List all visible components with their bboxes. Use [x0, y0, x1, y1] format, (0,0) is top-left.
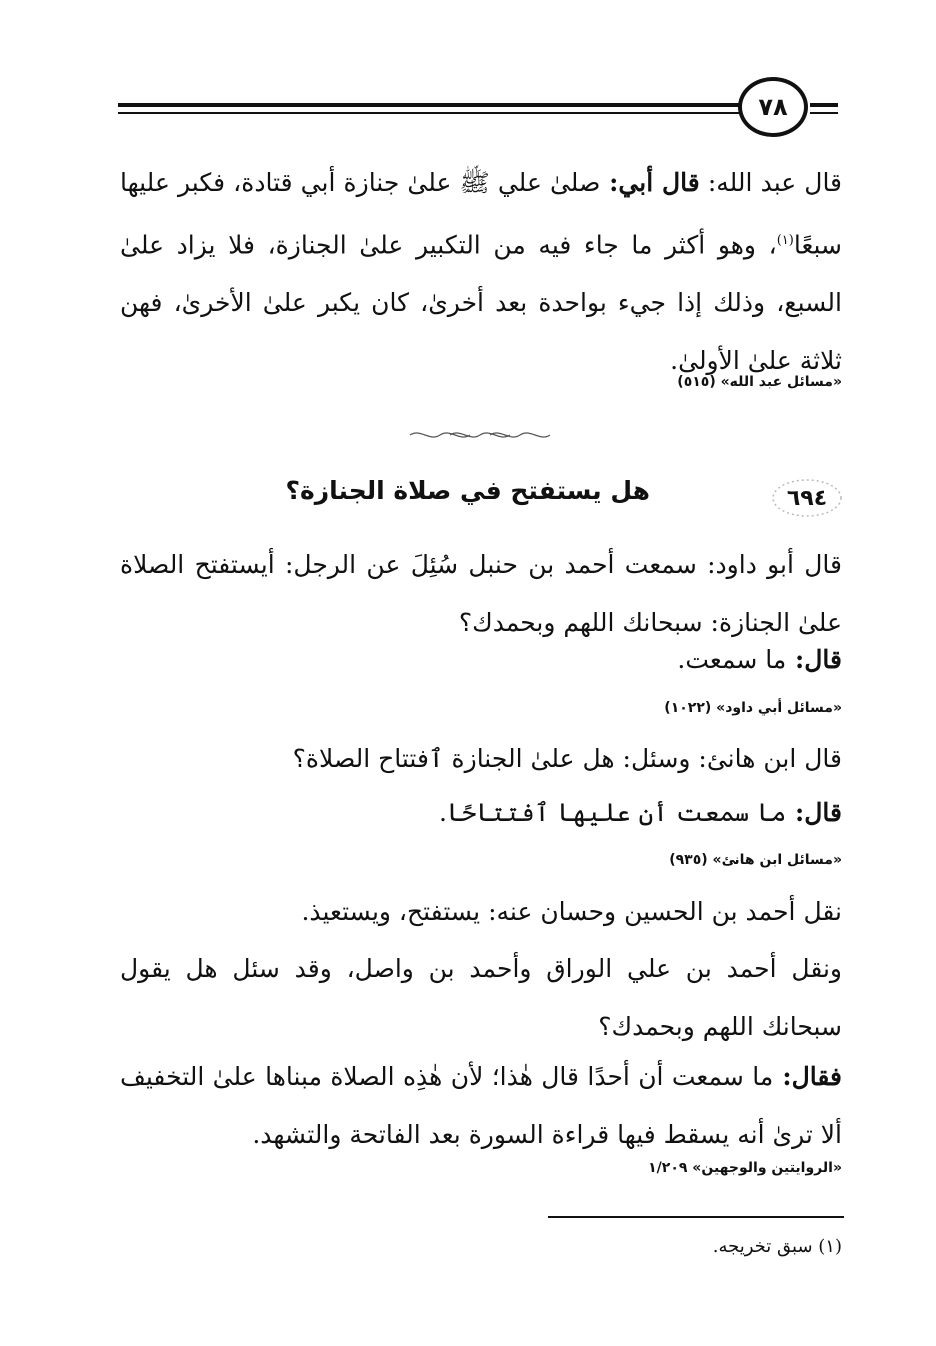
paragraph-2: قال أبو داود: سمعت أحمد بن حنبل سُئِلَ عن الرجل: أيستفتح الصلاة علىٰ الجنازة: سبحانك اللهم وبحمدك؟: [120, 550, 842, 637]
answer-label: قال:: [786, 798, 842, 827]
footnote-number: (١): [818, 1236, 842, 1257]
header-rule-right-thin: [810, 112, 838, 114]
speaker-label: قال عبد الله:: [699, 168, 843, 197]
answer-text: ما سمعت.: [677, 645, 787, 674]
issue-number: ٦٩٤: [786, 485, 828, 511]
ornament-divider: [405, 428, 555, 442]
answer-line: [677, 640, 842, 680]
paragraph-5: [120, 1048, 842, 1164]
speaker-label-bold: قال أبي:: [600, 168, 700, 197]
narration-line: نقل أحمد بن الحسين وحسان عنه: يستفتح، ويستعيذ.: [301, 897, 842, 926]
paragraph-text: ، وهو أكثر ما جاء فيه من التكبير علىٰ الجنازة، فلا يزاد علىٰ السبع، وذلك إذا جيء بواحدة بعد أخرىٰ، كان يكبر علىٰ الأخرىٰ، فهن ثلاثة علىٰ الأولىٰ.: [120, 230, 842, 376]
paragraph-4: ونقل أحمد بن علي الوراق وأحمد بن واصل، وقد سئل هل يقول سبحانك اللهم وبحمدك؟: [120, 954, 842, 1041]
source-citation: «مسائل ابن هانئ» (٩٣٥): [669, 852, 842, 868]
source-citation: «مسائل عبد الله» (٥١٥): [677, 374, 842, 390]
footnote-text: سبق تخريجه.: [712, 1236, 813, 1257]
header-rule: [118, 103, 742, 107]
section-title: هل يستفتح في صلاة الجنازة؟: [285, 476, 650, 505]
issue-number-badge: [770, 476, 844, 520]
answer-line: [439, 793, 842, 833]
footnote: [713, 1236, 842, 1257]
answer-text: ما سمعت أن أحدًا قال هٰذا؛ لأن هٰذِه الصلاة مبناها علىٰ التخفيف ألا ترىٰ أنه يسقط فيها قراءة السورة بعد الفاتحة والتشهد.: [120, 1062, 842, 1149]
source-citation: «الروايتين والوجهين» ١/٢٠٩: [648, 1160, 842, 1176]
paragraph-text: صلىٰ علي ﷺ علىٰ جنازة أبي قتادة، فكبر عليها سبعًا: [120, 168, 842, 260]
footnote-separator: [548, 1216, 844, 1218]
answer-text: ما سمعت أن عليها ٱفتتاحًا.: [438, 798, 787, 827]
source-citation: «مسائل أبي داود» (١٠٢٢): [664, 700, 842, 716]
answer-label: فقال:: [773, 1062, 842, 1091]
question-line: قال ابن هانئ: وسئل: هل علىٰ الجنازة ٱفتتاح الصلاة؟: [292, 744, 842, 773]
paragraph-1: [120, 154, 842, 390]
footnote-ref: (١): [776, 233, 794, 248]
page-number: ٧٨: [738, 77, 808, 137]
header-rule-right: [810, 103, 838, 107]
header-rule-thin: [118, 112, 742, 114]
answer-label: قال:: [786, 645, 842, 674]
